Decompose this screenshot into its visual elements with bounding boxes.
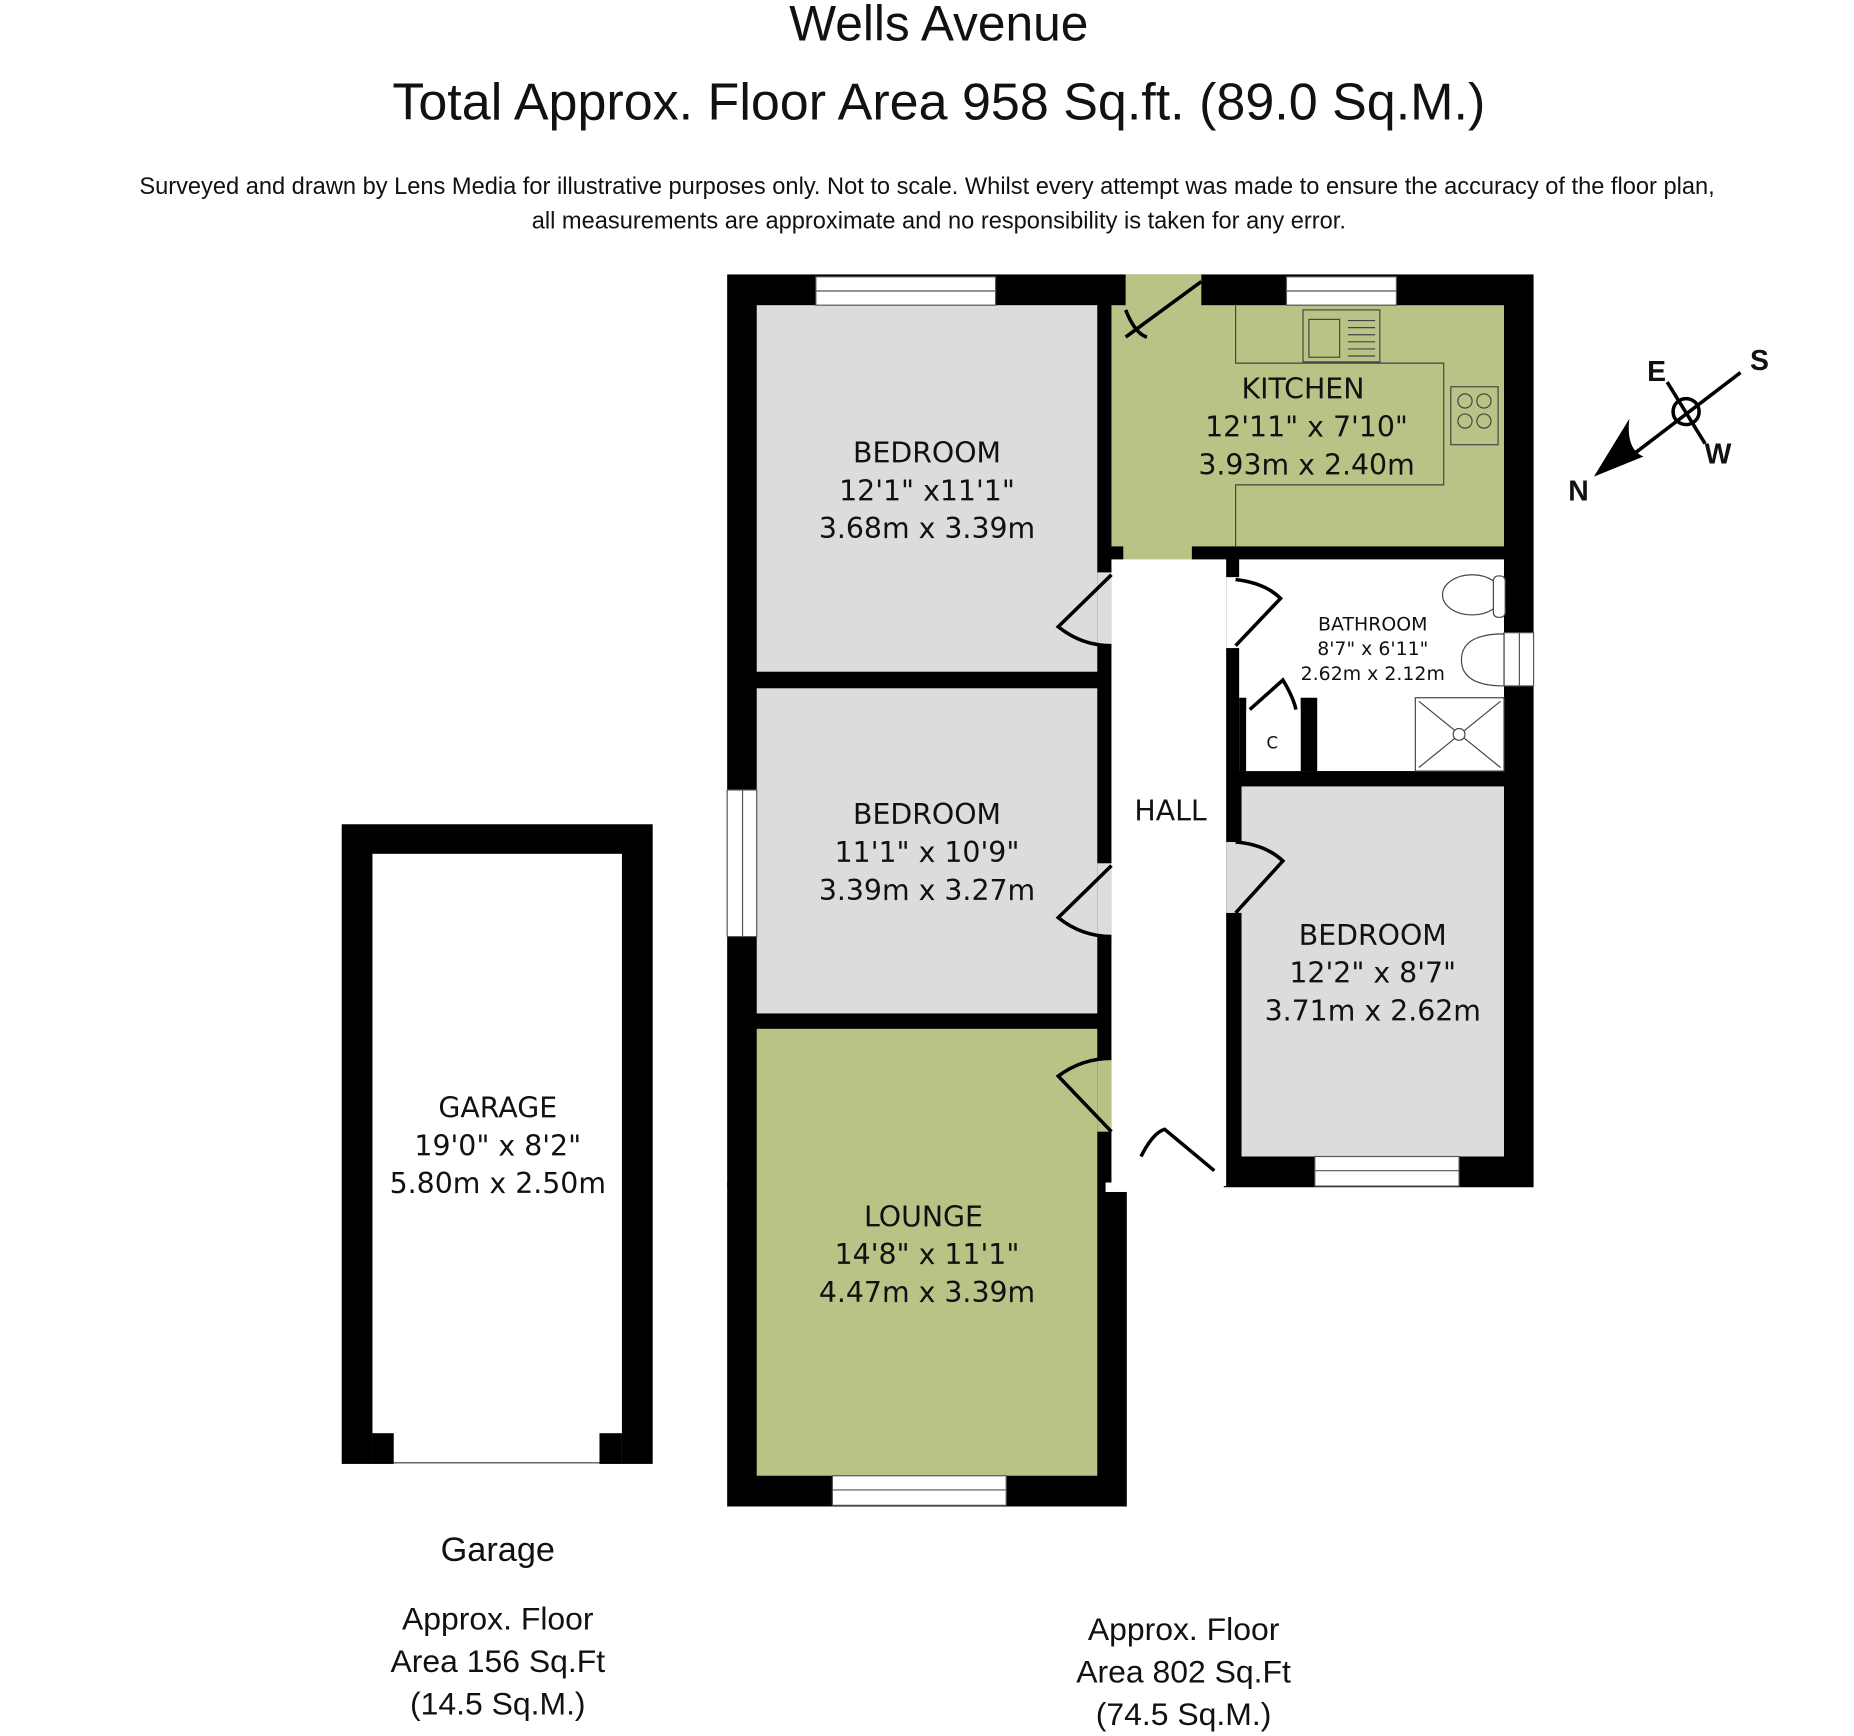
svg-text:Approx. Floor: Approx. Floor (1087, 1611, 1280, 1648)
svg-text:19'0" x 8'2": 19'0" x 8'2" (414, 1129, 582, 1163)
svg-text:BEDROOM: BEDROOM (852, 798, 1002, 832)
svg-text:2.62m x 2.12m: 2.62m x 2.12m (1300, 662, 1445, 685)
room-bathroom (1301, 613, 1445, 685)
svg-text:12'2" x 8'7": 12'2" x 8'7" (1289, 956, 1457, 990)
hall-floor (1111, 559, 1226, 1186)
svg-text:3.93m x 2.40m: 3.93m x 2.40m (1198, 448, 1415, 482)
svg-text:3.71m x 2.62m: 3.71m x 2.62m (1264, 994, 1481, 1028)
room-cupboard: C (1266, 733, 1279, 753)
svg-text:12'11" x 7'10": 12'11" x 7'10" (1205, 410, 1408, 444)
main-area-caption (1076, 1611, 1291, 1732)
svg-text:LOUNGE: LOUNGE (863, 1200, 983, 1234)
svg-text:8'7" x 6'11": 8'7" x 6'11" (1317, 638, 1429, 661)
svg-text:W: W (1704, 438, 1732, 471)
svg-text:5.80m x 2.50m: 5.80m x 2.50m (389, 1167, 606, 1201)
svg-text:E: E (1647, 355, 1667, 388)
svg-text:BEDROOM: BEDROOM (1298, 918, 1447, 952)
disclaimer-line-2: all measurements are approximate and no responsibility is taken for any error. (531, 208, 1346, 235)
svg-text:3.39m x 3.27m: 3.39m x 3.27m (818, 873, 1036, 907)
svg-text:11'1" x 10'9": 11'1" x 10'9" (834, 836, 1020, 870)
compass-icon (1568, 345, 1769, 507)
svg-text:S: S (1749, 345, 1769, 378)
svg-text:Garage: Garage (440, 1530, 555, 1569)
svg-text:12'1" x11'1": 12'1" x11'1" (839, 474, 1015, 508)
svg-text:Approx. Floor: Approx. Floor (402, 1600, 594, 1637)
plan-title: Wells Avenue (789, 0, 1089, 52)
svg-text:N: N (1568, 475, 1589, 508)
svg-text:Area 802 Sq.Ft: Area 802 Sq.Ft (1076, 1653, 1291, 1690)
svg-text:(14.5 Sq.M.): (14.5 Sq.M.) (410, 1685, 586, 1722)
room-hall: HALL (1134, 794, 1207, 828)
svg-text:4.47m x 3.39m: 4.47m x 3.39m (818, 1275, 1036, 1309)
disclaimer-line-1: Surveyed and drawn by Lens Media for illustrative purposes only. Not to scale. Whilst every attempt was made to ensure the accuracy of the floor plan, (139, 174, 1715, 201)
toilet-icon (1443, 575, 1502, 615)
garage-area-caption (390, 1531, 605, 1722)
svg-text:KITCHEN: KITCHEN (1241, 372, 1365, 406)
svg-text:(74.5 Sq.M.): (74.5 Sq.M.) (1095, 1696, 1272, 1733)
svg-text:Area 156 Sq.Ft: Area 156 Sq.Ft (390, 1643, 606, 1680)
svg-text:14'8" x 11'1": 14'8" x 11'1" (834, 1238, 1020, 1272)
plan-subtitle: Total Approx. Floor Area 958 Sq.ft. (89.0 Sq.M.) (392, 73, 1486, 132)
svg-text:BEDROOM: BEDROOM (852, 436, 1002, 470)
svg-text:BATHROOM: BATHROOM (1318, 613, 1428, 636)
svg-text:GARAGE: GARAGE (438, 1091, 558, 1125)
svg-text:3.68m x 3.39m: 3.68m x 3.39m (818, 512, 1036, 546)
